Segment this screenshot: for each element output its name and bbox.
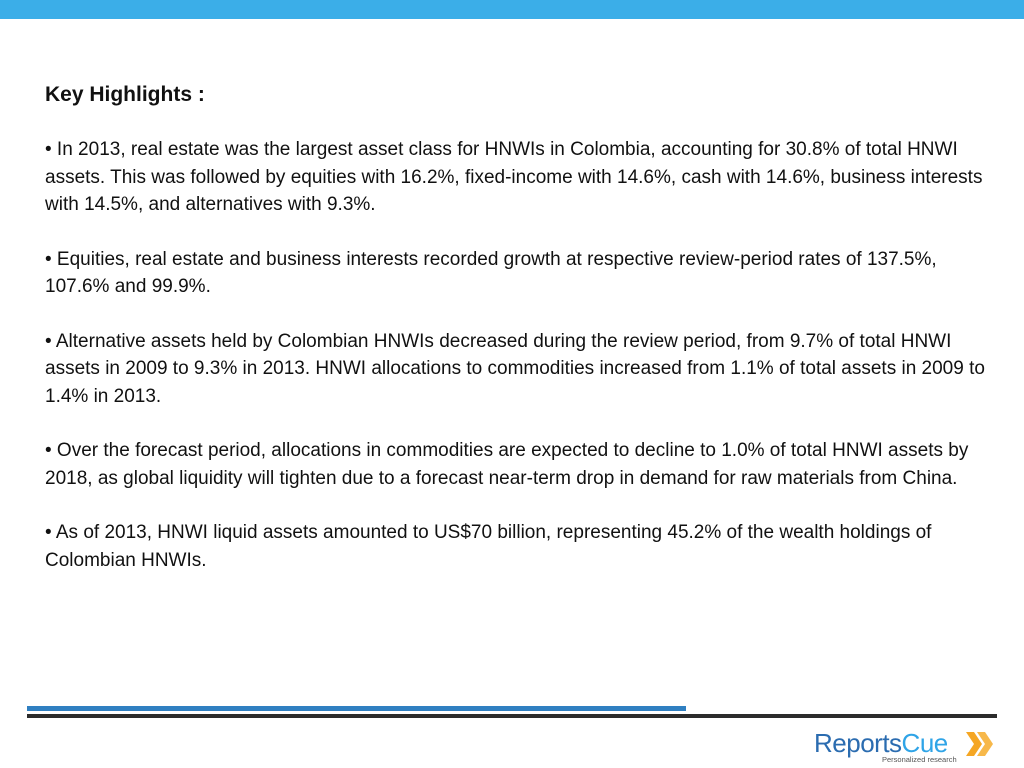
- logo-wordmark-reports: Reports: [814, 728, 902, 758]
- highlight-bullet-2: • Equities, real estate and business interests recorded growth at respective review-period rates of 137.5%, 107.6% and 99.9%.: [45, 248, 937, 297]
- logo-tagline: Personalized research: [882, 755, 957, 764]
- footer-divider-blue: [27, 706, 686, 711]
- logo-wordmark: [814, 728, 948, 758]
- top-accent-bar: [0, 0, 1024, 19]
- highlight-bullet-1: • In 2013, real estate was the largest asset class for HNWIs in Colombia, accounting for 30.8% of total HNWI assets. This was followed by equities with 16.2%, fixed-income with 14.6%, cash with 14.6%, business interests with 14.5%, and alternatives with 9.3%.: [45, 139, 983, 215]
- highlights-heading: Key Highlights :: [45, 83, 205, 106]
- logo-wordmark-cue: Cue: [901, 728, 948, 758]
- highlight-bullet-5: • As of 2013, HNWI liquid assets amounted to US$70 billion, representing 45.2% of the wealth holdings of Colombian HNWIs.: [45, 522, 932, 571]
- highlight-bullet-3: • Alternative assets held by Colombian HNWIs decreased during the review period, from 9.7% of total HNWI assets in 2009 to 9.3% in 2013. HNWI allocations to commodities increased from 1.1% of total assets in 2009 to 1.4% in 2013.: [45, 330, 985, 407]
- reportscue-logo: [814, 728, 999, 764]
- highlight-bullet-4: • Over the forecast period, allocations in commodities are expected to decline to 1.0% of total HNWI assets by 2018, as global liquidity will tighten due to a forecast near-term drop in demand for raw materials from China.: [45, 440, 969, 489]
- footer-divider-dark: [27, 714, 997, 718]
- double-chevron-right-icon: [964, 730, 996, 758]
- slide-content: [45, 81, 985, 601]
